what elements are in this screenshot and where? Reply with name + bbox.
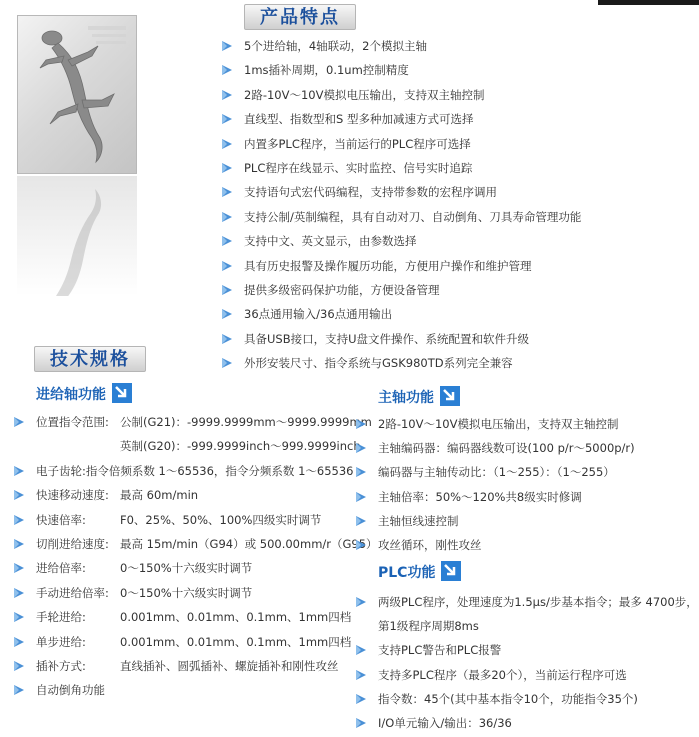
- list-item: 指令数：45个(其中基本指令10个，功能指令35个): [356, 689, 698, 713]
- diagonal-arrow-icon: [441, 561, 461, 581]
- arrow-icon: [222, 65, 232, 75]
- arrow-icon: [14, 466, 24, 476]
- list-item: 支持多PLC程序（最多20个），当前运行程序可选: [356, 665, 698, 689]
- list-item: 支持语句式宏代码编程，支持带参数的宏程序调用: [222, 182, 581, 206]
- list-item: 主轴编码器：编码器线数可设(100 p/r～5000p/r): [356, 438, 635, 462]
- specs-title: 技术规格: [34, 346, 146, 372]
- gecko-icon: [18, 16, 137, 174]
- arrow-icon: [222, 236, 232, 246]
- arrow-icon: [356, 419, 366, 429]
- list-item: 直线型、指数型和S 型多种加减速方式可选择: [222, 109, 581, 133]
- arrow-icon: [14, 539, 24, 549]
- list-item: PLC程序在线显示、实时监控、信号实时追踪: [222, 158, 581, 182]
- list-item: 内置多PLC程序，当前运行的PLC程序可选择: [222, 134, 581, 158]
- plc-heading: [378, 562, 461, 584]
- top-bar: [598, 0, 699, 5]
- table-row: 进给倍率: 0～150%十六级实时调节: [14, 558, 378, 582]
- table-row: 插补方式: 直线插补、圆弧插补、螺旋插补和刚性攻丝: [14, 656, 378, 680]
- diagonal-arrow-icon: [440, 386, 460, 406]
- table-row: 快速倍率: F0、25%、50%、100%四级实时调节: [14, 510, 378, 534]
- arrow-icon: [222, 139, 232, 149]
- arrow-icon: [356, 597, 366, 607]
- table-row: 单步进给: 0.001mm、0.01mm、0.1mm、1mm四档: [14, 632, 378, 656]
- arrow-icon: [14, 490, 24, 500]
- arrow-icon: [14, 515, 24, 525]
- table-row: 位置指令范围: 公制(G21)：-9999.9999mm～9999.9999mm: [14, 412, 378, 436]
- list-item: 2路-10V～10V模拟电压输出，支持双主轴控制: [222, 85, 581, 109]
- arrow-icon: [356, 694, 366, 704]
- arrow-icon: [356, 492, 366, 502]
- arrow-icon: [222, 261, 232, 271]
- table-row: 快速移动速度: 最高 60m/min: [14, 485, 378, 509]
- list-item: 支持公制/英制编程，具有自动对刀、自动倒角、刀具寿命管理功能: [222, 207, 581, 231]
- features-title: 产品特点: [244, 4, 356, 30]
- list-item: 提供多级密码保护功能，方便设备管理: [222, 280, 581, 304]
- arrow-icon: [14, 588, 24, 598]
- feed-axis-list: [14, 412, 378, 705]
- arrow-icon: [356, 645, 366, 655]
- plc-title: PLC功能: [378, 565, 436, 581]
- product-photo: [17, 15, 137, 174]
- list-item: 主轴倍率：50%～120%共8级实时修调: [356, 487, 635, 511]
- arrow-icon: [14, 612, 24, 622]
- table-row: 切削进给速度: 最高 15m/min（G94）或 500.00mm/r（G95）: [14, 534, 378, 558]
- arrow-icon: [14, 637, 24, 647]
- feed-axis-title: 进给轴功能: [36, 387, 106, 403]
- list-item: 外形安装尺寸、指令系统与GSK980TD系列完全兼容: [222, 353, 581, 377]
- list-item: 具有历史报警及操作履历功能，方便用户操作和维护管理: [222, 256, 581, 280]
- arrow-icon: [222, 212, 232, 222]
- spindle-heading: [378, 387, 460, 409]
- list-item: 1ms插补周期，0.1um控制精度: [222, 60, 581, 84]
- features-list: [222, 36, 581, 377]
- table-row: 手轮进给: 0.001mm、0.01mm、0.1mm、1mm四档: [14, 607, 378, 631]
- arrow-icon: [356, 467, 366, 477]
- list-item: 攻丝循环，刚性攻丝: [356, 535, 635, 559]
- arrow-icon: [356, 540, 366, 550]
- product-photo-reflection: [17, 176, 137, 296]
- feed-axis-heading: [36, 384, 132, 406]
- list-item: I/O单元输入/输出：36/36: [356, 713, 698, 737]
- arrow-icon: [356, 718, 366, 728]
- list-item: 36点通用输入/36点通用输出: [222, 304, 581, 328]
- table-row: 手动进给倍率: 0～150%十六级实时调节: [14, 583, 378, 607]
- list-item: 编码器与主轴传动比：（1～255）：（1～255）: [356, 462, 635, 486]
- list-item: 2路-10V～10V模拟电压输出，支持双主轴控制: [356, 414, 635, 438]
- table-row: 自动倒角功能: [14, 680, 378, 704]
- arrow-icon: [356, 670, 366, 680]
- table-row: 英制(G20)：-999.9999inch～999.9999inch: [120, 439, 361, 454]
- list-item: 5个进给轴，4轴联动，2个模拟主轴: [222, 36, 581, 60]
- arrow-icon: [222, 41, 232, 51]
- arrow-icon: [222, 358, 232, 368]
- arrow-icon: [222, 334, 232, 344]
- list-item: 主轴恒线速控制: [356, 511, 635, 535]
- arrow-icon: [222, 285, 232, 295]
- diagonal-arrow-icon: [112, 383, 132, 403]
- list-item: 具备USB接口，支持U盘文件操作、系统配置和软件升级: [222, 329, 581, 353]
- table-row: 电子齿轮:指令倍频系数 1～65536，指令分频系数 1～65536: [14, 461, 378, 485]
- arrow-icon: [222, 90, 232, 100]
- spindle-title: 主轴功能: [378, 390, 434, 406]
- spindle-list: [356, 414, 635, 559]
- list-item: 两级PLC程序，处理速度为1.5μs/步基本指令；最多 4700步，: [356, 592, 698, 616]
- arrow-icon: [14, 661, 24, 671]
- arrow-icon: [356, 516, 366, 526]
- list-item: 支持PLC警告和PLC报警: [356, 640, 698, 664]
- list-item: 第1级程序周期8ms: [378, 619, 479, 634]
- list-item: 支持中文、英文显示，由参数选择: [222, 231, 581, 255]
- plc-list: [356, 592, 698, 737]
- arrow-icon: [222, 309, 232, 319]
- arrow-icon: [14, 685, 24, 695]
- arrow-icon: [222, 187, 232, 197]
- arrow-icon: [222, 114, 232, 124]
- arrow-icon: [356, 443, 366, 453]
- arrow-icon: [14, 417, 24, 427]
- arrow-icon: [222, 163, 232, 173]
- arrow-icon: [14, 563, 24, 573]
